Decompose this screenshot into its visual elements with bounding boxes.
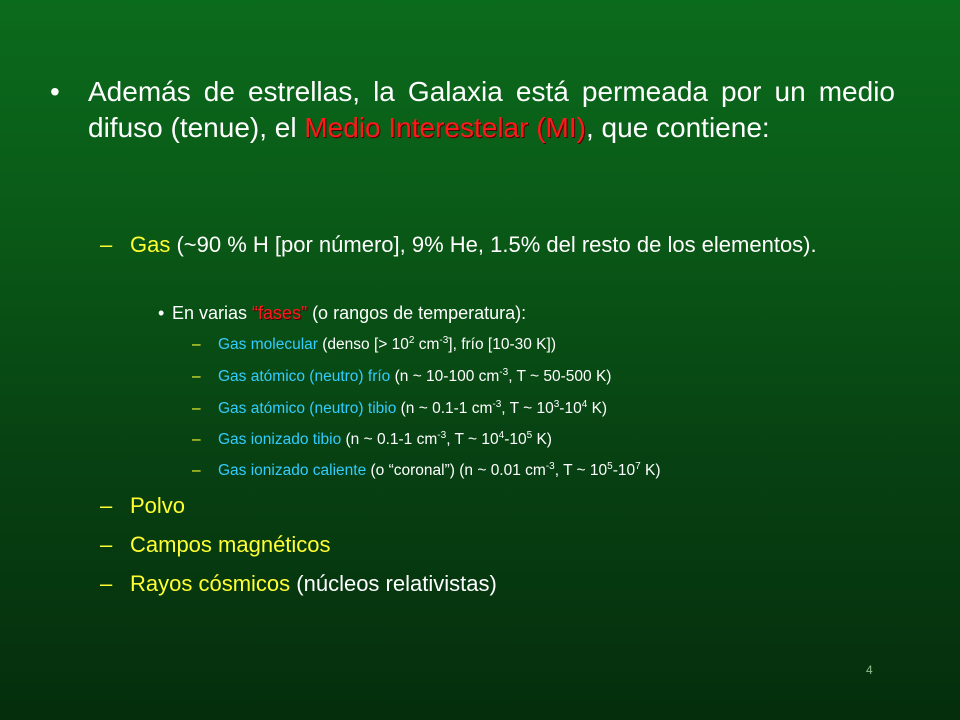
intro-text-after: , que contiene: bbox=[585, 112, 770, 143]
phase-desc: , T ~ 10 bbox=[554, 462, 608, 479]
phase-desc: , T ~ 10 bbox=[501, 400, 554, 417]
dash-icon: – bbox=[192, 336, 201, 353]
phase-sup: 5 bbox=[526, 429, 533, 441]
phase-text bbox=[218, 429, 892, 451]
dash-icon: – bbox=[100, 532, 113, 557]
phase-sup: -3 bbox=[437, 429, 447, 441]
phase-label: Gas atómico (neutro) tibio bbox=[218, 400, 397, 417]
phases-before: En varias bbox=[172, 303, 253, 323]
dash-icon: – bbox=[192, 400, 201, 417]
campos-label: Campos magnéticos bbox=[130, 532, 331, 557]
phase-item bbox=[192, 334, 892, 356]
phase-text bbox=[218, 460, 892, 482]
dash-icon: – bbox=[192, 462, 201, 479]
gas-description: (~90 % H [por número], 9% He, 1.5% del resto de los elementos). bbox=[170, 232, 817, 257]
phase-desc: -10 bbox=[559, 400, 582, 417]
phase-sup: 5 bbox=[607, 460, 613, 472]
phase-desc: (n ~ 0.1-1 cm bbox=[396, 400, 493, 417]
intro-text-before: Además de estrellas, la Galaxia está permeada por un medio difuso (tenue), el bbox=[88, 76, 895, 143]
phase-desc: ], frío [10-30 K]) bbox=[448, 336, 556, 353]
phase-label: Gas ionizado tibio bbox=[218, 431, 342, 448]
phase-sup: 3 bbox=[553, 398, 560, 410]
phases-text bbox=[172, 300, 858, 326]
phase-sup: -3 bbox=[439, 334, 449, 346]
phases-highlight: “fases” bbox=[252, 303, 308, 323]
phase-desc: (denso [> 10 bbox=[317, 336, 409, 353]
phase-text bbox=[218, 398, 892, 420]
phase-item bbox=[192, 366, 892, 388]
page-number: 4 bbox=[866, 663, 873, 677]
phase-desc: cm bbox=[414, 336, 440, 353]
phases-bullet bbox=[158, 300, 858, 326]
phase-desc: K) bbox=[587, 400, 608, 417]
bullet-icon: • bbox=[158, 303, 165, 323]
phase-desc: -10 bbox=[612, 462, 636, 479]
rayos-description: (núcleos relativistas) bbox=[290, 571, 497, 596]
phase-text bbox=[218, 334, 892, 356]
rayos-label: Rayos cósmicos bbox=[130, 571, 291, 596]
dash-icon: – bbox=[100, 232, 113, 257]
intro-highlight: Medio Interestelar (MI) bbox=[304, 112, 586, 143]
phase-item bbox=[192, 460, 892, 482]
phase-sup: 4 bbox=[498, 429, 505, 441]
phase-sup: -3 bbox=[492, 398, 502, 410]
polvo-label: Polvo bbox=[130, 493, 186, 518]
dash-icon: – bbox=[100, 493, 113, 518]
gas-label: Gas bbox=[130, 232, 171, 257]
phase-sup: -3 bbox=[545, 460, 555, 472]
phase-desc: (n ~ 10-100 cm bbox=[390, 368, 500, 385]
phase-desc: K) bbox=[640, 462, 661, 479]
phase-desc: , T ~ 10 bbox=[446, 431, 499, 448]
phase-sup: -3 bbox=[499, 366, 509, 378]
bullet-icon: • bbox=[50, 76, 60, 107]
phase-label: Gas molecular bbox=[218, 336, 318, 353]
intro-text bbox=[88, 74, 895, 146]
rayos-text bbox=[130, 569, 895, 599]
phase-item bbox=[192, 398, 892, 420]
phase-sup: 2 bbox=[408, 334, 415, 346]
phase-desc: K) bbox=[532, 431, 552, 448]
rayos-item bbox=[100, 569, 895, 599]
gas-text bbox=[130, 230, 895, 260]
dash-icon: – bbox=[100, 571, 113, 596]
phase-sup: 4 bbox=[581, 398, 588, 410]
polvo-item bbox=[100, 491, 895, 521]
phase-desc: (n ~ 0.1-1 cm bbox=[341, 431, 438, 448]
dash-icon: – bbox=[192, 431, 201, 448]
phase-item bbox=[192, 429, 892, 451]
phase-desc: , T ~ 50-500 K) bbox=[508, 368, 612, 385]
phase-desc: -10 bbox=[504, 431, 527, 448]
dash-icon: – bbox=[192, 368, 201, 385]
intro-bullet bbox=[50, 74, 895, 146]
phase-text bbox=[218, 366, 892, 388]
gas-item bbox=[100, 230, 895, 260]
campos-item bbox=[100, 530, 895, 560]
phases-after: (o rangos de temperatura): bbox=[307, 303, 527, 323]
phase-sup: 7 bbox=[635, 460, 641, 472]
phase-label: Gas atómico (neutro) frío bbox=[218, 368, 391, 385]
phase-desc: (o “coronal”) (n ~ 0.01 cm bbox=[366, 462, 546, 479]
phase-label: Gas ionizado caliente bbox=[218, 462, 367, 479]
